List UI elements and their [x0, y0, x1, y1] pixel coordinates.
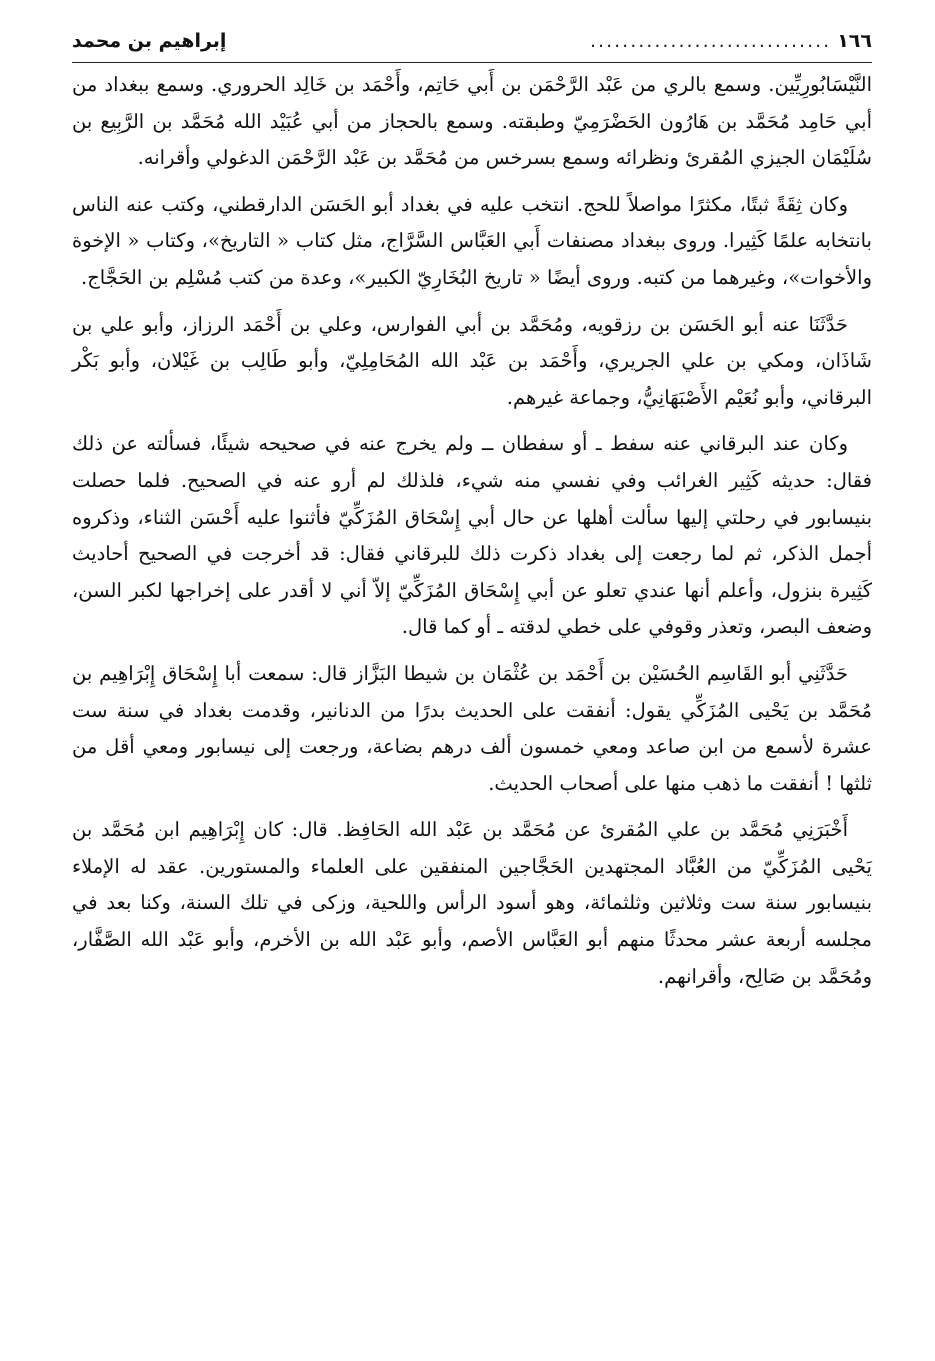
page-header: [72, 30, 872, 63]
running-title: إبراهيم بن محمد: [72, 30, 227, 52]
paragraph-4: وكان عند البرقاني عنه سفط ـ أو سفطان ــ ولم يخرج عنه في صحيحه شيئًا، فسألته عن ذلك فقال: حديثه كَثِير الغرائب وفي نفسي منه شيء، فلذلك لم أرو عنه في الصحيح. فلما حصلت بنيسابور في رحلتي إليها سألت أهلها عن حال أبي إِسْحَاق المُزَكِّيّ فأثنوا عليه أَحْسَن الثناء، وذكروه أجمل الذكر، ثم لما رجعت إلى بغداد ذكرت ذلك للبرقاني فقال: قد أخرجت في الصحيح أحاديث كَثِيرة بنزول، وأعلم أنها عندي تعلو عن أبي إِسْحَاق المُزَكِّيّ إلاّ أني لا أقدر على إخراجها لكبر السن، وضعف البصر، وتعذر وقوفي على خطي لدقته ـ أو كما قال.: [72, 432, 872, 639]
header-leader-dots: ..............................: [590, 30, 832, 52]
paragraph-3: حَدَّثَنَا عنه أبو الحَسَن بن رزقويه، ومُحَمَّد بن أبي الفوارس، وعلي بن أَحْمَد الرزاز، وأبو علي بن شَاذَان، ومكي بن علي الجريري، وأَحْمَد بن عَبْد الله المُحَامِلِيّ، وأبو طَالِب بن غَيْلان، وأبو بَكْر البرقاني، وأبو نُعَيْم الأَصْبَهَانِيُّ، وجماعة غيرهم.: [72, 312, 872, 409]
book-page: [72, 30, 872, 1005]
page-number: ١٦٦: [837, 30, 872, 52]
paragraph-5: حَدَّثَنِي أبو القَاسِم الحُسَيْن بن أَحْمَد بن عُثْمَان بن شيطا البَزَّاز قال: سمعت أبا إِسْحَاق إِبْرَاهِيم بن مُحَمَّد بن يَحْيى المُزَكِّي يقول: أنفقت على الحديث بدرًا من الدنانير، وقدمت بغداد في سنة ست عشرة لأسمع من ابن صاعد ومعي خمسون ألف درهم بضاعة، ورجعت إلى نيسابور ومعي أقل من ثلثها ! أنفقت ما ذهب منها على أصحاب الحديث.: [72, 661, 872, 795]
paragraph-1: النَّيْسَابُورِيِّين. وسمع بالري من عَبْد الرَّحْمَن بن أَبي حَاتِم، وأَحْمَد بن خَالِد الحروري. وسمع ببغداد من أبي حَامِد مُحَمَّد بن هَارُون الحَضْرَمِيّ وطبقته. وسمع بالحجاز من أبي عُبَيْد الله مُحَمَّد بن الرَّبِيع بن سُلَيْمَان الجيزي المُقرئ ونظرائه وسمع بسرخس من مُحَمَّد بن عَبْد الرَّحْمَن الدغولي وأقرانه.: [72, 73, 872, 170]
body-text: [72, 67, 872, 995]
paragraph-2: وكان ثِقَةً ثبتًا، مكثرًا مواصلاً للحج. انتخب عليه في بغداد أبو الحَسَن الدارقطني، وكتب عنه الناس بانتخابه علمًا كَثِيرا. وروى ببغداد مصنفات أَبي العَبَّاس السَّرَّاج، مثل كتاب « التاريخ»، وكتاب « الإخوة والأخوات»، وغيرهما من كتبه. وروى أيضًا « تاريخ البُخَارِيّ الكبير»، وعدة من كتب مُسْلِم بن الحَجَّاج.: [72, 192, 872, 289]
paragraph-6: أَخْبَرَنِي مُحَمَّد بن علي المُقرئ عن مُحَمَّد بن عَبْد الله الحَافِظ. قال: كان إِبْرَاهِيم ابن مُحَمَّد بن يَحْيى المُزَكِّيّ من العُبَّاد المجتهدين الحَجَّاجين المنفقين على العلماء والمستورين. عقد له الإملاء بنيسابور سنة ست وثلاثين وثلثمائة، وهو أسود الرأس واللحية، وزكى في تلك السنة، وكنا بعد في مجلسه أربعة عشر محدثًا منهم أبو العَبَّاس الأصم، وأبو عَبْد الله بن الأخرم، وأبو عَبْد الله الصَّفَّار، ومُحَمَّد بن صَالِح، وأقرانهم.: [72, 818, 872, 988]
